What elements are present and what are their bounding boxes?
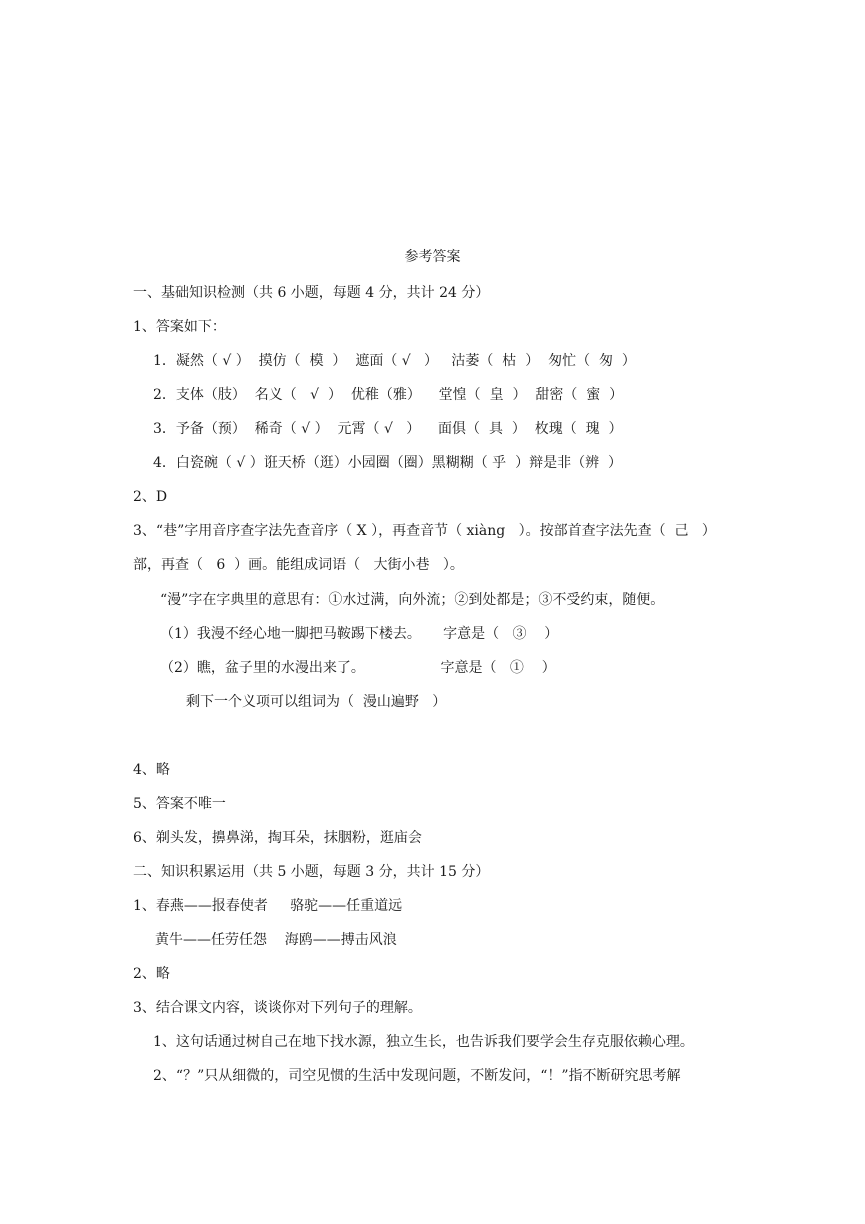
section-2-answer-3-item-1: 1、这句话通过树自己在地下找水源，独立生长，也告诉我们要学会生存克服依赖心理。 xyxy=(153,1034,694,1050)
section-2-answer-2: 2、略 xyxy=(133,966,170,982)
section-heading-1: 一、基础知识检测（共 6 小题，每题 4 分，共计 24 分） xyxy=(133,285,490,301)
section-2-answer-1-line-1: 1、春燕——报春使者 骆驼——任重道远 xyxy=(133,898,403,914)
answer-3-remaining: 剩下一个义项可以组词为（ 漫山遍野 ） xyxy=(186,694,447,710)
answer-4: 4、略 xyxy=(133,762,170,778)
section-2-answer-3-prompt: 3、结合课文内容，谈谈你对下列句子的理解。 xyxy=(133,1000,422,1016)
answer-1-intro: 1、答案如下： xyxy=(133,319,226,335)
answer-3-line-2: 部，再查（ 6 ）画。能组成词语（ 大街小巷 ）。 xyxy=(133,557,464,573)
answer-2: 2、D xyxy=(133,489,168,505)
answer-3-sub-1: （1）我漫不经心地一脚把马鞍踢下楼去。 字意是（ ③ ） xyxy=(160,626,559,642)
page-title: 参考答案 xyxy=(404,249,461,265)
answer-1-row-1: 1．凝然（ √ ） 摸仿（ 模 ） 遮面（ √ ） 沽萎（ 枯 ） 匆忙（ 匆 ） xyxy=(153,353,636,369)
answer-3-line-1: 3、“巷”字用音序查字法先查音序（ X ），再查音节（ xiàng ）。按部首查字法先查（ 己 ） xyxy=(133,523,716,539)
answer-3-definition: “漫”字在字典里的意思有：①水过满，向外流；②到处都是；③不受约束，随便。 xyxy=(160,592,665,608)
answer-3-sub-2: （2）瞧，盆子里的水漫出来了。 字意是（ ① ） xyxy=(160,660,556,676)
answer-1-row-3: 3．予备（预） 稀奇（ √ ） 元霄（ √ ） 面俱（ 具 ） 枚瑰（ 瑰 ） xyxy=(153,421,623,437)
answer-5: 5、答案不唯一 xyxy=(133,796,226,812)
answer-6: 6、剃头发，擤鼻涕，掏耳朵，抹胭粉，逛庙会 xyxy=(133,830,422,846)
answer-1-row-4: 4．白瓷碗（ √ ）诳天桥（逛）小园圈（圈）黑糊糊（ 乎 ）辩是非（辨 ） xyxy=(153,455,622,471)
section-heading-2: 二、知识积累运用（共 5 小题，每题 3 分，共计 15 分） xyxy=(133,864,490,880)
section-2-answer-1-line-2: 黄牛——任劳任怨 海鸥——搏击风浪 xyxy=(155,932,397,948)
answer-1-row-2: 2．支体（肢） 名义（ √ ） 优稚（雅） 堂惶（ 皇 ） 甜密（ 蜜 ） xyxy=(153,387,624,403)
section-2-answer-3-item-2: 2、“？”只从细微的，司空见惯的生活中发现问题，不断发问，“！”指不断研究思考解 xyxy=(153,1068,681,1084)
